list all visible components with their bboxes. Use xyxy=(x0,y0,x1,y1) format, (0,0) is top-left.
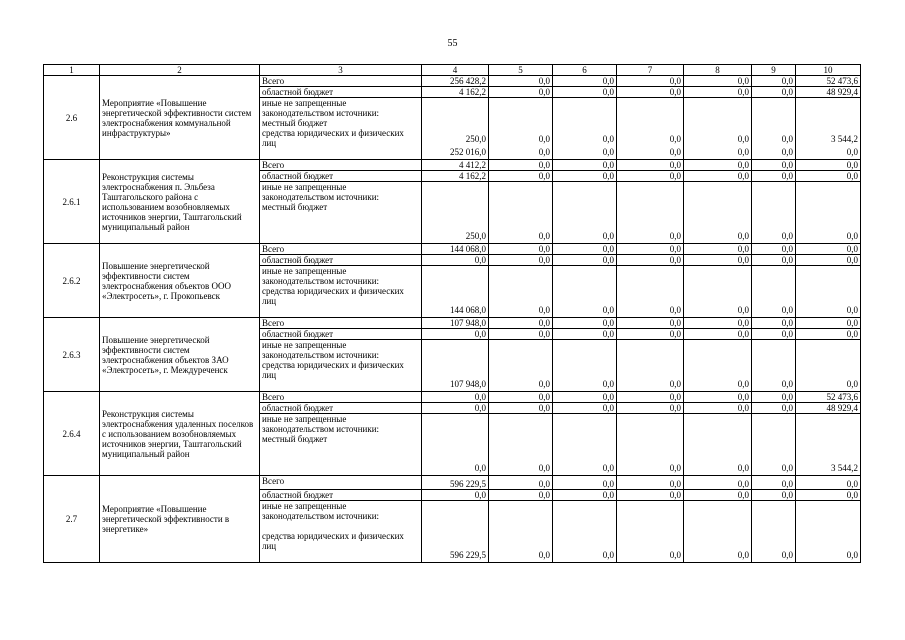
row-code: 2.6.3 xyxy=(44,318,100,392)
value-line: 0,0 xyxy=(538,231,550,241)
column-header: 2 xyxy=(100,65,260,76)
value-cell: 4 162,2 xyxy=(422,87,489,98)
row-code: 2.6.4 xyxy=(44,392,100,476)
value-cell xyxy=(796,98,861,160)
value-cell: 48 929,4 xyxy=(796,403,861,414)
value-line: 0,0 xyxy=(669,305,681,315)
value-line: 144 068,0 xyxy=(450,305,486,315)
value-cell: 0,0 xyxy=(684,392,752,403)
value-cell: 0,0 xyxy=(553,476,617,490)
column-header: 6 xyxy=(553,65,617,76)
column-header: 5 xyxy=(489,65,553,76)
value-cell: 0,0 xyxy=(752,87,796,98)
value-cell: 0,0 xyxy=(422,392,489,403)
value-cell xyxy=(617,340,684,392)
value-cell xyxy=(684,266,752,318)
value-line: 0,0 xyxy=(602,147,614,157)
value-line: 0,0 xyxy=(737,305,749,315)
value-cell: 0,0 xyxy=(617,255,684,266)
source-group-label xyxy=(260,98,422,160)
value-cell xyxy=(422,98,489,160)
value-line: 0,0 xyxy=(538,463,550,473)
value-line: 252 016,0 xyxy=(450,147,486,157)
value-cell xyxy=(684,340,752,392)
value-cell: 0,0 xyxy=(752,255,796,266)
row-name: Повышение энергетической эффективности систем электроснабжения объектов ООО «Электросеть», г. Прокопьевск xyxy=(100,244,260,318)
value-cell: 0,0 xyxy=(422,329,489,340)
value-cell xyxy=(422,182,489,244)
value-cell: 0,0 xyxy=(489,476,553,490)
page-number: 55 xyxy=(447,38,458,49)
group-heading: иные не запрещенные законодательством источники: xyxy=(262,266,380,286)
source-label: областной бюджет xyxy=(260,87,422,98)
value-cell: 0,0 xyxy=(752,392,796,403)
value-cell xyxy=(553,182,617,244)
table-body xyxy=(44,65,861,563)
source-sub-label: средства юридических и физических лиц xyxy=(262,128,404,148)
row-code: 2.6 xyxy=(44,76,100,160)
value-cell: 0,0 xyxy=(617,87,684,98)
value-cell: 0,0 xyxy=(752,76,796,87)
value-cell: 0,0 xyxy=(684,76,752,87)
value-cell xyxy=(489,414,553,476)
source-label: областной бюджет xyxy=(260,490,422,501)
value-line: 107 948,0 xyxy=(450,379,486,389)
value-cell xyxy=(553,98,617,160)
value-cell: 0,0 xyxy=(684,160,752,171)
value-cell: 0,0 xyxy=(796,329,861,340)
row-code: 2.6.1 xyxy=(44,160,100,244)
source-label: Всего xyxy=(260,476,422,490)
value-cell: 0,0 xyxy=(684,476,752,490)
value-line: 0,0 xyxy=(602,379,614,389)
value-cell: 0,0 xyxy=(422,403,489,414)
value-line: 0,0 xyxy=(538,379,550,389)
source-sub-label: местный бюджет xyxy=(262,202,328,212)
value-cell xyxy=(752,182,796,244)
table-row xyxy=(44,318,861,329)
column-header: 8 xyxy=(684,65,752,76)
row-code: 2.7 xyxy=(44,476,100,563)
row-code: 2.6.2 xyxy=(44,244,100,318)
value-cell: 0,0 xyxy=(553,392,617,403)
value-cell: 0,0 xyxy=(796,244,861,255)
value-cell xyxy=(796,340,861,392)
value-cell: 0,0 xyxy=(617,318,684,329)
value-cell xyxy=(489,98,553,160)
value-cell: 0,0 xyxy=(796,318,861,329)
value-cell: 0,0 xyxy=(684,490,752,501)
value-cell: 0,0 xyxy=(796,490,861,501)
value-cell: 0,0 xyxy=(684,329,752,340)
value-line: 0,0 xyxy=(669,550,681,560)
value-cell xyxy=(684,414,752,476)
value-cell xyxy=(684,182,752,244)
column-header: 3 xyxy=(260,65,422,76)
value-line: 0,0 xyxy=(669,147,681,157)
value-line: 0,0 xyxy=(669,463,681,473)
value-cell: 0,0 xyxy=(553,87,617,98)
value-cell: 0,0 xyxy=(489,244,553,255)
value-cell xyxy=(489,340,553,392)
column-header: 1 xyxy=(44,65,100,76)
value-cell xyxy=(489,182,553,244)
value-line: 0,0 xyxy=(781,550,793,560)
value-cell xyxy=(422,340,489,392)
spacer xyxy=(262,521,419,531)
value-line: 0,0 xyxy=(737,550,749,560)
value-cell: 0,0 xyxy=(617,476,684,490)
table-row xyxy=(44,392,861,403)
budget-table xyxy=(43,64,861,563)
value-cell: 596 229,5 xyxy=(422,476,489,490)
value-cell: 0,0 xyxy=(752,244,796,255)
value-line: 0,0 xyxy=(602,550,614,560)
group-heading: иные не запрещенные законодательством источники: xyxy=(262,414,380,434)
value-cell xyxy=(684,501,752,563)
value-line: 0,0 xyxy=(474,463,486,473)
value-cell: 0,0 xyxy=(752,329,796,340)
value-line: 0,0 xyxy=(846,305,858,315)
value-cell: 0,0 xyxy=(553,160,617,171)
value-cell: 48 929,4 xyxy=(796,87,861,98)
group-heading: иные не запрещенные законодательством источники: xyxy=(262,98,380,118)
value-cell: 144 068,0 xyxy=(422,244,489,255)
value-cell xyxy=(752,266,796,318)
value-line: 0,0 xyxy=(602,463,614,473)
value-cell: 0,0 xyxy=(617,160,684,171)
value-cell xyxy=(553,266,617,318)
value-cell: 0,0 xyxy=(617,76,684,87)
source-label: областной бюджет xyxy=(260,403,422,414)
value-cell xyxy=(796,266,861,318)
value-line: 0,0 xyxy=(781,463,793,473)
value-cell: 256 428,2 xyxy=(422,76,489,87)
value-line: 0,0 xyxy=(538,134,550,144)
value-cell: 0,0 xyxy=(752,476,796,490)
value-line: 0,0 xyxy=(846,147,858,157)
value-cell: 0,0 xyxy=(796,160,861,171)
value-cell: 0,0 xyxy=(752,403,796,414)
value-line: 0,0 xyxy=(737,463,749,473)
source-label: Всего xyxy=(260,76,422,87)
value-cell xyxy=(796,414,861,476)
source-sub-label: средства юридических и физических лиц xyxy=(262,531,404,551)
value-line: 0,0 xyxy=(737,147,749,157)
source-group-label xyxy=(260,414,422,476)
value-cell: 0,0 xyxy=(422,490,489,501)
value-line: 0,0 xyxy=(538,550,550,560)
value-cell: 0,0 xyxy=(617,171,684,182)
value-cell: 0,0 xyxy=(617,329,684,340)
table-row xyxy=(44,476,861,490)
value-cell xyxy=(422,414,489,476)
value-cell xyxy=(752,501,796,563)
group-heading: иные не запрещенные законодательством источники: xyxy=(262,501,380,521)
value-cell: 0,0 xyxy=(489,403,553,414)
value-cell: 0,0 xyxy=(489,392,553,403)
header-row xyxy=(44,65,861,76)
value-cell: 0,0 xyxy=(489,490,553,501)
value-line: 0,0 xyxy=(846,550,858,560)
row-name: Мероприятие «Повышение энергетической эффективности в энергетике» xyxy=(100,476,260,563)
value-cell: 0,0 xyxy=(489,171,553,182)
value-cell: 4 412,2 xyxy=(422,160,489,171)
value-cell xyxy=(617,501,684,563)
value-cell xyxy=(489,266,553,318)
value-cell: 0,0 xyxy=(617,403,684,414)
source-sub-label: местный бюджет xyxy=(262,434,328,444)
value-cell: 0,0 xyxy=(684,87,752,98)
value-line: 250,0 xyxy=(465,231,486,241)
source-label: областной бюджет xyxy=(260,329,422,340)
value-line: 3 544,2 xyxy=(831,134,858,144)
value-line: 0,0 xyxy=(669,379,681,389)
value-cell xyxy=(752,340,796,392)
value-cell: 0,0 xyxy=(422,255,489,266)
value-cell: 0,0 xyxy=(553,403,617,414)
value-cell xyxy=(617,98,684,160)
row-name: Реконструкция системы электроснабжения удаленных поселков с использованием возобновляемых источников энергии, Таштагольский муниципальный район xyxy=(100,392,260,476)
column-header: 7 xyxy=(617,65,684,76)
row-name: Повышение энергетической эффективности систем электроснабжения объектов ЗАО «Электросеть», г. Междуреченск xyxy=(100,318,260,392)
source-label: областной бюджет xyxy=(260,255,422,266)
row-name: Мероприятие «Повышение энергетической эффективности систем электроснабжения коммунальной инфраструктуры» xyxy=(100,76,260,160)
value-cell: 0,0 xyxy=(553,318,617,329)
value-line: 0,0 xyxy=(781,231,793,241)
source-sub-label: средства юридических и физических лиц xyxy=(262,360,404,380)
value-line: 0,0 xyxy=(737,231,749,241)
value-cell: 0,0 xyxy=(489,87,553,98)
value-line: 0,0 xyxy=(538,305,550,315)
value-line: 0,0 xyxy=(846,379,858,389)
column-header: 4 xyxy=(422,65,489,76)
value-cell: 0,0 xyxy=(489,160,553,171)
row-name: Реконструкция системы электроснабжения п. Эльбеза Таштагольского района с использованием возобновляемых источников энергии, Таштагольский муниципальный район xyxy=(100,160,260,244)
column-header: 10 xyxy=(796,65,861,76)
value-line: 0,0 xyxy=(781,305,793,315)
value-cell: 0,0 xyxy=(553,171,617,182)
value-cell: 0,0 xyxy=(796,255,861,266)
value-cell xyxy=(617,414,684,476)
value-line: 0,0 xyxy=(737,379,749,389)
source-group-label xyxy=(260,501,422,563)
value-line: 0,0 xyxy=(538,147,550,157)
value-cell: 0,0 xyxy=(684,318,752,329)
source-label: областной бюджет xyxy=(260,171,422,182)
value-cell: 0,0 xyxy=(752,490,796,501)
value-cell xyxy=(617,266,684,318)
group-heading: иные не запрещенные законодательством источники: xyxy=(262,340,380,360)
value-cell: 0,0 xyxy=(489,76,553,87)
value-cell: 0,0 xyxy=(684,403,752,414)
source-group-label xyxy=(260,266,422,318)
value-cell xyxy=(422,266,489,318)
group-heading: иные не запрещенные законодательством источники: xyxy=(262,182,380,202)
source-group-label xyxy=(260,340,422,392)
source-sub-label: местный бюджет xyxy=(262,118,328,128)
value-cell: 0,0 xyxy=(684,171,752,182)
value-cell xyxy=(553,340,617,392)
value-cell xyxy=(617,182,684,244)
value-cell: 0,0 xyxy=(553,244,617,255)
value-cell xyxy=(553,501,617,563)
value-line: 0,0 xyxy=(602,231,614,241)
value-cell: 0,0 xyxy=(752,318,796,329)
value-cell: 0,0 xyxy=(553,76,617,87)
value-cell: 0,0 xyxy=(752,160,796,171)
value-line: 596 229,5 xyxy=(450,550,486,560)
value-line: 0,0 xyxy=(602,305,614,315)
source-label: Всего xyxy=(260,160,422,171)
value-cell: 0,0 xyxy=(617,244,684,255)
value-line: 0,0 xyxy=(846,231,858,241)
value-line: 3 544,2 xyxy=(831,463,858,473)
value-cell xyxy=(752,414,796,476)
value-cell: 0,0 xyxy=(553,329,617,340)
value-cell: 0,0 xyxy=(796,171,861,182)
value-cell: 52 473,6 xyxy=(796,392,861,403)
value-cell: 0,0 xyxy=(684,255,752,266)
value-cell xyxy=(489,501,553,563)
value-cell: 0,0 xyxy=(489,318,553,329)
value-cell: 0,0 xyxy=(796,476,861,490)
value-cell: 0,0 xyxy=(617,392,684,403)
value-cell xyxy=(553,414,617,476)
value-cell xyxy=(684,98,752,160)
value-cell: 0,0 xyxy=(553,490,617,501)
table-row xyxy=(44,160,861,171)
value-cell: 4 162,2 xyxy=(422,171,489,182)
source-sub-label: средства юридических и физических лиц xyxy=(262,286,404,306)
value-line: 0,0 xyxy=(669,134,681,144)
value-cell xyxy=(796,501,861,563)
value-cell: 0,0 xyxy=(684,244,752,255)
value-cell xyxy=(796,182,861,244)
value-cell: 0,0 xyxy=(617,490,684,501)
value-cell: 0,0 xyxy=(553,255,617,266)
value-line: 250,0 xyxy=(465,134,486,144)
value-cell: 0,0 xyxy=(752,171,796,182)
value-line: 0,0 xyxy=(781,379,793,389)
value-cell: 0,0 xyxy=(489,329,553,340)
source-label: Всего xyxy=(260,244,422,255)
column-header: 9 xyxy=(752,65,796,76)
value-line: 0,0 xyxy=(669,231,681,241)
value-cell: 52 473,6 xyxy=(796,76,861,87)
value-line: 0,0 xyxy=(781,147,793,157)
value-cell xyxy=(422,501,489,563)
source-label: Всего xyxy=(260,392,422,403)
value-line: 0,0 xyxy=(602,134,614,144)
table-row xyxy=(44,244,861,255)
value-cell: 107 948,0 xyxy=(422,318,489,329)
table-row xyxy=(44,76,861,87)
source-label: Всего xyxy=(260,318,422,329)
value-line: 0,0 xyxy=(781,134,793,144)
value-cell xyxy=(752,98,796,160)
source-group-label xyxy=(260,182,422,244)
value-cell: 0,0 xyxy=(489,255,553,266)
value-line: 0,0 xyxy=(737,134,749,144)
